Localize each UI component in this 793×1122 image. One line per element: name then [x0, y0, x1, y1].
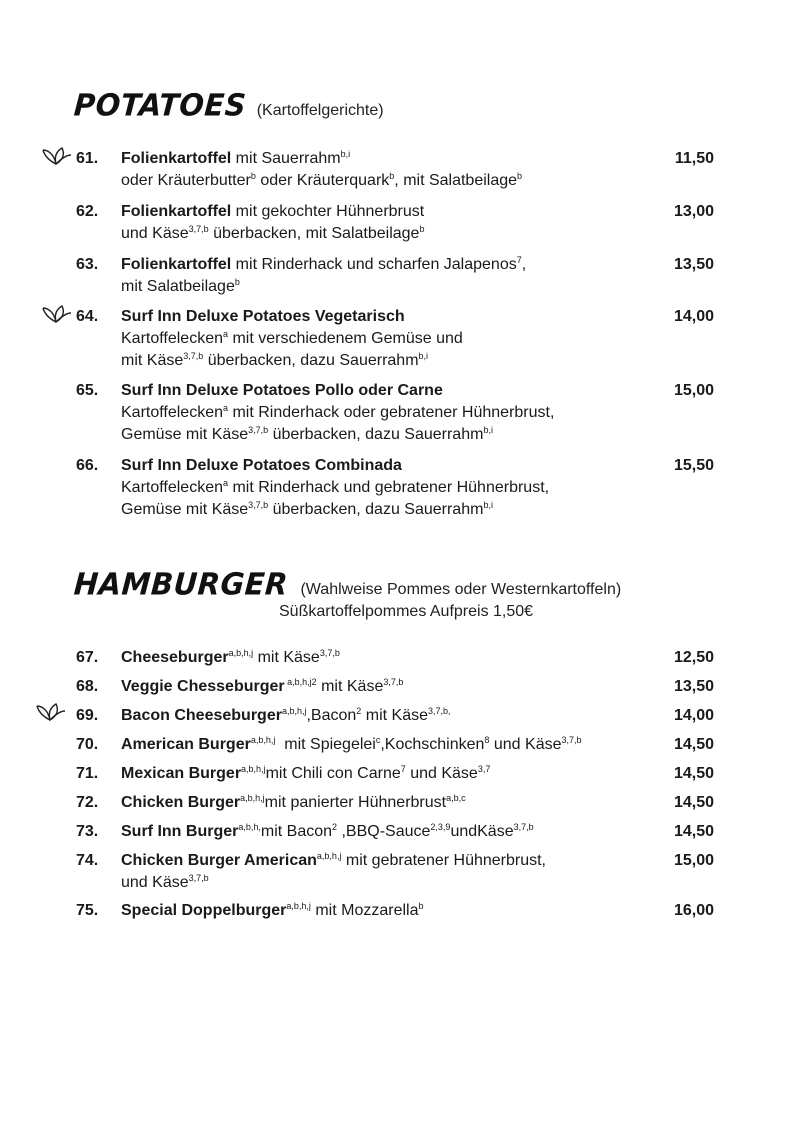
item-text: mit Käse: [316, 678, 384, 695]
item-description: [121, 148, 661, 192]
allergen-code: 3,7,b: [383, 677, 404, 687]
item-number: 68.: [76, 678, 99, 695]
allergen-code: b,i: [483, 500, 493, 510]
item-number: 70.: [76, 736, 99, 753]
item-text: Gemüse mit Käse: [121, 426, 249, 443]
item-price: 12,50: [673, 649, 714, 666]
item-name: Special Doppelburger: [121, 902, 287, 919]
item-number: 67.: [76, 649, 99, 666]
item-description: [121, 647, 661, 669]
item-number: 69.: [76, 707, 99, 724]
potatoes-header: [74, 88, 384, 122]
item-text: und Käse: [489, 736, 562, 753]
allergen-code: 7: [516, 255, 522, 265]
item-number: 66.: [76, 457, 99, 474]
allergen-code: b: [419, 224, 425, 234]
item-name: Veggie Chesseburger: [121, 678, 285, 695]
item-text: mit Käse: [121, 352, 184, 369]
item-name: Surf Inn Burger: [121, 823, 239, 840]
item-text: mit Käse: [253, 649, 320, 666]
item-description: [121, 201, 661, 245]
allergen-code: 8: [484, 735, 490, 745]
item-price: 14,00: [673, 308, 714, 325]
allergen-code: a: [223, 329, 229, 339]
item-number: 73.: [76, 823, 99, 840]
item-number: 61.: [76, 150, 99, 167]
allergen-code: b,i: [483, 425, 493, 435]
allergen-code: b: [250, 171, 256, 181]
item-text: mit Rinderhack oder gebratener Hühnerbrust,: [228, 404, 555, 421]
item-text: mit Rinderhack und gebratener Hühnerbrust,: [228, 479, 550, 496]
item-number: 72.: [76, 794, 99, 811]
allergen-code: 3,7: [477, 764, 491, 774]
allergen-code: b,i: [340, 149, 351, 159]
allergen-code: 3,7,b: [248, 425, 269, 435]
allergen-code: b: [517, 171, 523, 181]
allergen-code: 3,7,b: [188, 873, 209, 883]
item-description: [121, 734, 661, 756]
item-price: 16,00: [673, 902, 714, 919]
item-text: oder Kräuterbutter: [121, 172, 251, 189]
item-text: Gemüse mit Käse: [121, 501, 249, 518]
section-subtitle-potatoes: (Kartoffelgerichte): [256, 102, 384, 119]
item-description: [121, 763, 661, 785]
leaf-icon: [34, 702, 66, 724]
section-subtitle-hamburger: (Wahlweise Pommes oder Westernkartoffeln): [300, 581, 622, 598]
item-name: American Burger: [121, 736, 251, 753]
item-text: mit gebratener Hühnerbrust,: [341, 852, 546, 869]
item-name: Cheeseburger: [121, 649, 229, 666]
item-text: mit Rinderhack und scharfen Jalapenos: [231, 256, 517, 273]
item-price: 13,50: [673, 256, 714, 273]
allergen-code: a,b,h,j: [286, 901, 311, 911]
item-price: 14,50: [673, 823, 714, 840]
item-text: mit panierter Hühnerbrust: [264, 794, 447, 811]
item-text: überbacken, mit Salatbeilage: [208, 225, 420, 242]
item-number: 62.: [76, 203, 99, 220]
item-description: [121, 821, 661, 843]
item-number: 64.: [76, 308, 99, 325]
item-price: 14,50: [673, 736, 714, 753]
allergen-code: 3,7,b: [248, 500, 269, 510]
item-number: 71.: [76, 765, 99, 782]
allergen-code: 2,3,9: [430, 822, 451, 832]
item-text: mit Spiegelei: [275, 736, 376, 753]
leaf-icon: [40, 304, 72, 326]
item-description: [121, 850, 661, 894]
allergen-code: 2: [332, 822, 338, 832]
allergen-code: b: [389, 171, 395, 181]
item-description: [121, 792, 661, 814]
item-name: Bacon Cheeseburger: [121, 707, 282, 724]
item-description: [121, 306, 661, 372]
allergen-code: a,b,h,j: [316, 851, 342, 861]
allergen-code: a,b,h,j: [240, 793, 265, 803]
item-price: 11,50: [674, 150, 714, 167]
item-text: ,BBQ-Sauce: [337, 823, 431, 840]
item-price: 15,00: [673, 382, 714, 399]
allergen-code: 2: [356, 706, 362, 716]
item-description: [121, 676, 661, 698]
allergen-code: c: [375, 735, 381, 745]
item-name: Folienkartoffel: [121, 150, 232, 167]
allergen-code: b: [418, 901, 424, 911]
item-name: Surf Inn Deluxe Potatoes Combinada: [121, 457, 402, 474]
item-text: mit verschiedenem Gemüse und: [228, 330, 463, 347]
item-name: Folienkartoffel: [121, 256, 232, 273]
item-text: ,Kochschinken: [380, 736, 485, 753]
item-text: Kartoffelecken: [121, 404, 223, 421]
item-number: 74.: [76, 852, 99, 869]
allergen-code: 3,7,b: [183, 351, 204, 361]
item-text: Kartoffelecken: [121, 479, 223, 496]
item-text: und Käse: [405, 765, 478, 782]
item-description: [121, 380, 661, 446]
item-price: 14,00: [673, 707, 714, 724]
item-text: mit Käse: [361, 707, 428, 724]
section-subtitle-hamburger-2: Süßkartoffelpommes Aufpreis 1,50€: [279, 603, 534, 620]
item-text: , mit Salatbeilage: [394, 172, 518, 189]
allergen-code: a,b,h,j2: [284, 677, 317, 687]
item-price: 13,50: [673, 678, 714, 695]
item-text: ,Bacon: [306, 707, 357, 724]
item-text: und Käse: [121, 225, 189, 242]
item-name: Chicken Burger American: [121, 852, 317, 869]
item-price: 14,50: [673, 794, 714, 811]
item-name: Surf Inn Deluxe Potatoes Pollo oder Carne: [121, 382, 443, 399]
allergen-code: b: [234, 277, 240, 287]
item-number: 65.: [76, 382, 99, 399]
item-text: mit Chili con Carne: [265, 765, 401, 782]
item-text: mit gekochter Hühnerbrust: [231, 203, 425, 220]
item-text: überbacken, dazu Sauerrahm: [268, 426, 484, 443]
item-name: Surf Inn Deluxe Potatoes Vegetarisch: [121, 308, 405, 325]
allergen-code: 3,7,b: [188, 224, 209, 234]
item-text: Kartoffelecken: [121, 330, 223, 347]
item-description: [121, 900, 661, 922]
item-description: [121, 455, 661, 521]
item-text: undKäse: [450, 823, 514, 840]
item-number: 75.: [76, 902, 99, 919]
allergen-code: a,b,h,: [238, 822, 261, 832]
item-text: mit Mozzarella: [310, 902, 419, 919]
item-price: 14,50: [673, 765, 714, 782]
allergen-code: 3,7,b: [561, 735, 582, 745]
item-number: 63.: [76, 256, 99, 273]
allergen-code: b,i: [418, 351, 429, 361]
allergen-code: 3,7,b: [513, 822, 534, 832]
allergen-code: a,b,h,j: [250, 735, 276, 745]
allergen-code: a: [223, 478, 229, 488]
item-price: 13,00: [673, 203, 714, 220]
item-description: [121, 254, 661, 298]
item-name: Folienkartoffel: [121, 203, 232, 220]
item-text: überbacken, dazu Sauerrahm: [268, 501, 484, 518]
item-text: und Käse: [121, 874, 189, 891]
item-name: Chicken Burger: [121, 794, 241, 811]
item-text: mit Sauerrahm: [231, 150, 341, 167]
allergen-code: 3,7,b,: [427, 706, 451, 716]
item-name: Mexican Burger: [121, 765, 242, 782]
allergen-code: 3,7,b: [319, 648, 340, 658]
item-text: ,: [521, 256, 527, 273]
item-price: 15,00: [673, 852, 714, 869]
item-description: [121, 705, 661, 727]
allergen-code: a,b,h,j: [281, 706, 307, 716]
section-title-hamburger: HAMBURGER: [72, 566, 290, 602]
allergen-code: 7: [400, 764, 406, 774]
allergen-code: a,b,h,j: [241, 764, 266, 774]
hamburger-header: [74, 567, 621, 601]
allergen-code: a,b,c: [446, 793, 466, 803]
item-text: oder Kräuterquark: [255, 172, 390, 189]
allergen-code: a,b,h,j: [228, 648, 254, 658]
section-title-potatoes: POTATOES: [72, 87, 248, 123]
item-text: mit Bacon: [260, 823, 333, 840]
item-text: überbacken, dazu Sauerrahm: [203, 352, 419, 369]
item-price: 15,50: [673, 457, 714, 474]
allergen-code: a: [223, 403, 229, 413]
item-text: mit Salatbeilage: [121, 278, 235, 295]
leaf-icon: [40, 146, 72, 168]
